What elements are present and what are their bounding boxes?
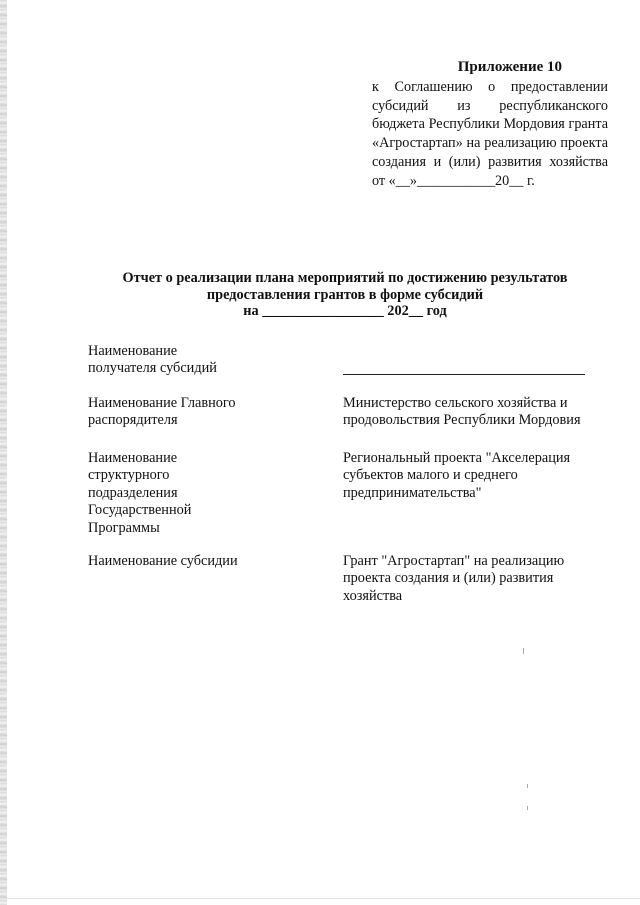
subsidy-label: Наименование субсидии [88, 553, 238, 569]
appendix-block [372, 58, 608, 191]
appendix-text: к Соглашению о предоставлении субсидий из республиканского бюджета Республики Мордовия гранта «Агростартап» на реализацию проекта создания и (или) развития хозяйства от «__»___________20__ г. [372, 78, 608, 189]
scan-speck [523, 648, 524, 654]
report-title-line-3: на _________________ 202__ год [243, 303, 447, 320]
scan-left-edge [0, 0, 7, 905]
administrator-label: Наименование Главного распорядителя [88, 395, 236, 429]
subsidy-value: Грант "Агростартап" на реализацию проекта создания и (или) развития хозяйства [343, 553, 565, 604]
report-title-line-2: предоставления грантов в форме субсидий [206, 286, 484, 303]
scan-speck [527, 784, 528, 788]
report-title-line-1: Отчет о реализации плана мероприятий по достижению результатов [122, 270, 568, 286]
appendix-title: Приложение 10 [457, 59, 562, 75]
report-title [80, 270, 610, 320]
scan-bottom-edge [0, 898, 640, 899]
recipient-blank-line [343, 374, 585, 375]
administrator-value: Министерство сельского хозяйства и продовольствия Республики Мордовия [343, 395, 581, 429]
program-unit-label: Наименование структурного подразделения Государственной Программы [88, 450, 192, 536]
program-unit-value: Региональный проекта "Акселерация субъектов малого и среднего предпринимательства" [343, 450, 571, 501]
recipient-label: Наименование получателя субсидий [88, 343, 217, 377]
scan-speck [527, 806, 528, 810]
